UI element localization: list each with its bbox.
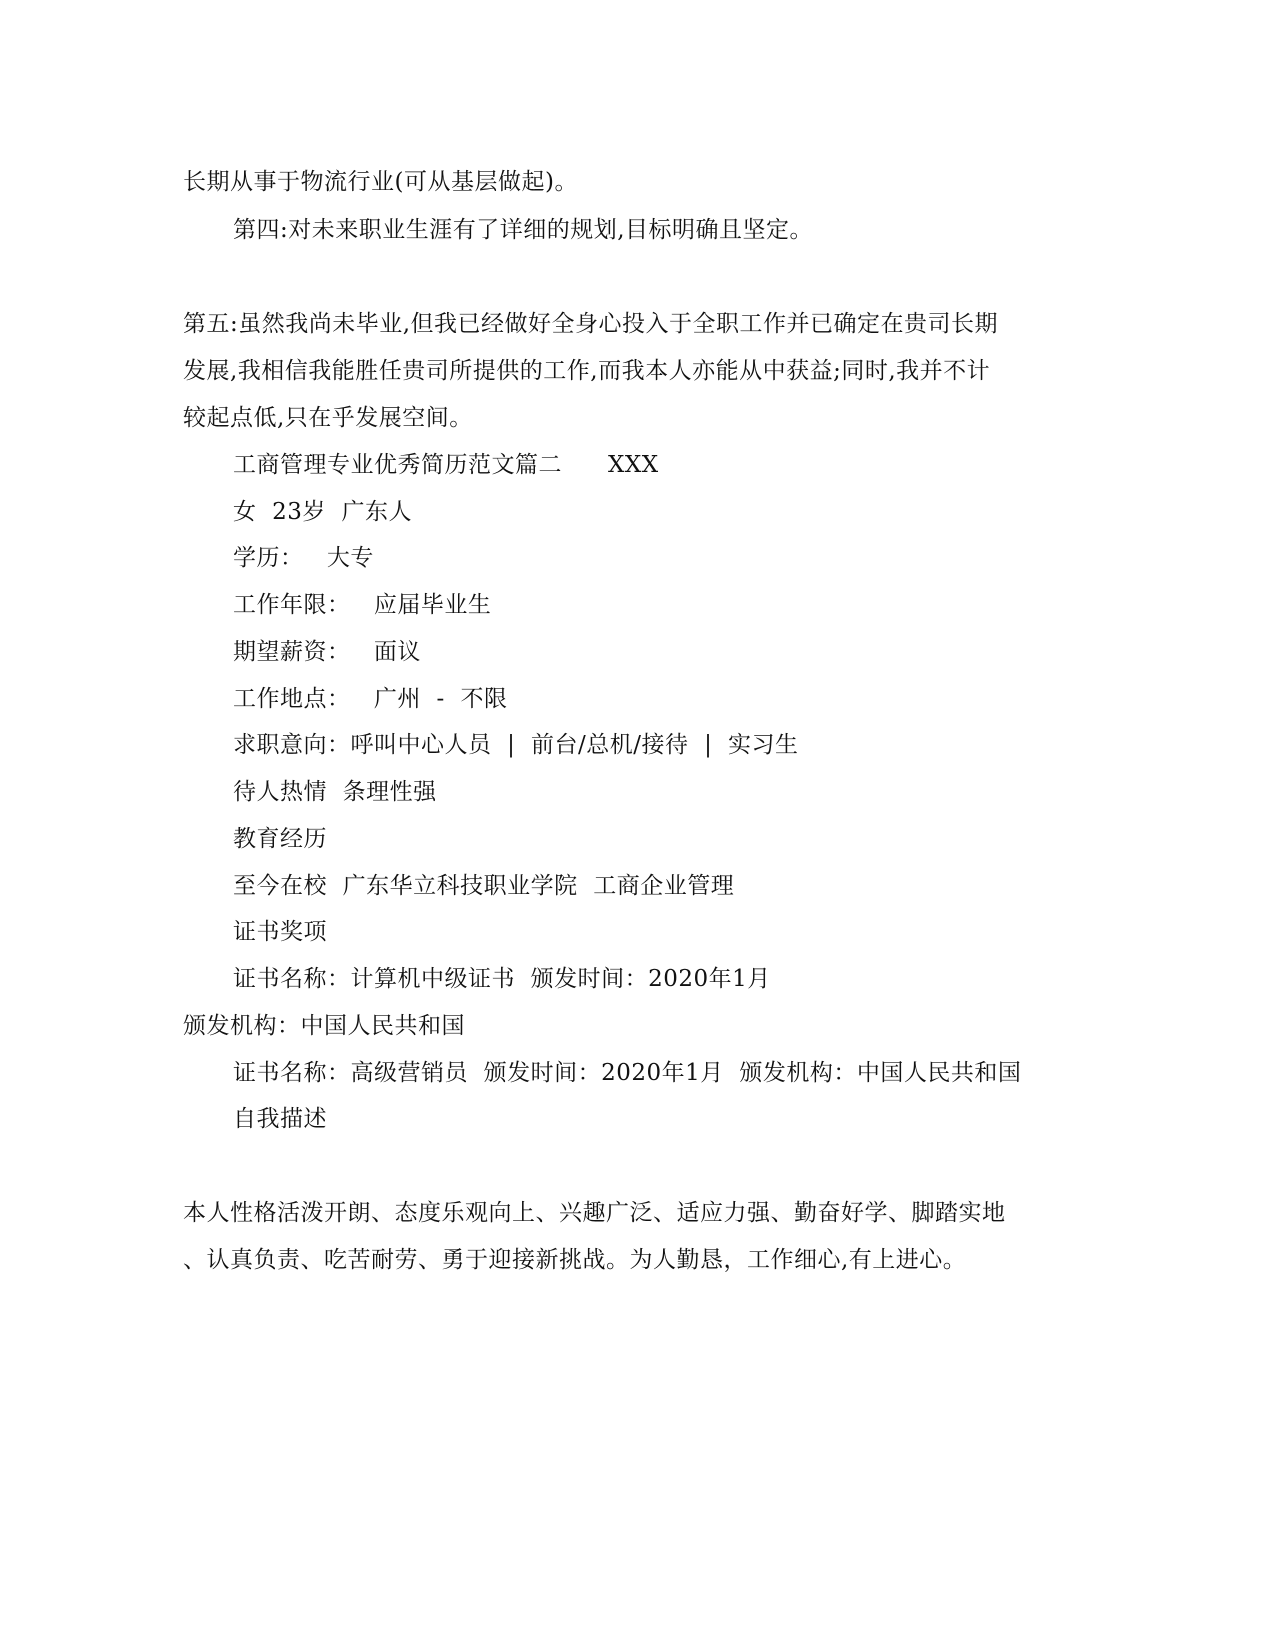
resume-line: 待人热情 条理性强 bbox=[233, 779, 437, 805]
resume-name: XXX bbox=[608, 452, 659, 478]
section-heading: 证书奖项 bbox=[233, 919, 327, 945]
self-description-line: 本人性格活泼开朗、态度乐观向上、兴趣广泛、适应力强、勤奋好学、脚踏实地 bbox=[183, 1200, 1006, 1226]
resume-line: 证书名称：计算机中级证书 颁发时间：2020年1月 bbox=[233, 966, 771, 992]
resume-line: 求职意向：呼叫中心人员 | 前台/总机/接待 | 实习生 bbox=[233, 732, 799, 758]
paragraph-line: 较起点低,只在乎发展空间。 bbox=[183, 405, 473, 431]
resume-line: 工作年限： 应届毕业生 bbox=[233, 592, 492, 618]
resume-line: 颁发机构：中国人民共和国 bbox=[183, 1013, 465, 1039]
resume-line: 学历： 大专 bbox=[233, 545, 374, 571]
resume-line: 工作地点： 广州 - 不限 bbox=[233, 686, 508, 712]
resume-line: 期望薪资： 面议 bbox=[233, 639, 421, 665]
resume-line: 至今在校 广东华立科技职业学院 工商企业管理 bbox=[233, 873, 735, 899]
resume-heading bbox=[233, 450, 659, 480]
paragraph-line: 第四:对未来职业生涯有了详细的规划,目标明确且坚定。 bbox=[233, 217, 814, 243]
section-heading: 教育经历 bbox=[233, 826, 327, 852]
paragraph-line: 第五:虽然我尚未毕业,但我已经做好全身心投入于全职工作并已确定在贵司长期 bbox=[183, 311, 999, 337]
resume-line: 女 23岁 广东人 bbox=[233, 499, 413, 525]
paragraph-line: 长期从事于物流行业(可从基层做起)。 bbox=[183, 169, 578, 195]
paragraph-line: 发展,我相信我能胜任贵司所提供的工作,而我本人亦能从中获益;同时,我并不计 bbox=[183, 358, 991, 384]
resume-line: 证书名称：高级营销员 颁发时间：2020年1月 颁发机构：中国人民共和国 bbox=[233, 1060, 1022, 1086]
section-heading: 自我描述 bbox=[233, 1106, 327, 1132]
self-description-line: 、认真负责、吃苦耐劳、勇于迎接新挑战。为人勤恳，工作细心,有上进心。 bbox=[183, 1247, 967, 1273]
resume-title: 工商管理专业优秀简历范文篇二 bbox=[233, 452, 562, 478]
